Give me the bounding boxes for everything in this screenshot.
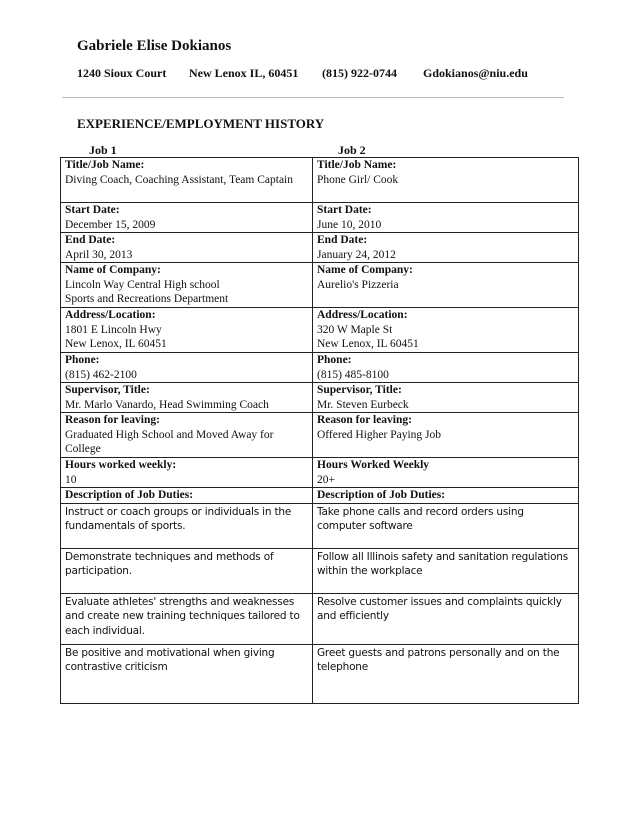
job-1-start: December 15, 2009 — [65, 218, 156, 231]
job-1-reason-cell — [61, 413, 313, 458]
job-1-supervisor-cell — [61, 383, 313, 413]
contact-city: New Lenox IL, 60451 — [189, 66, 299, 80]
job-1-supervisor: Mr. Marlo Vanardo, Head Swimming Coach — [65, 398, 269, 411]
job-2-duty-cell — [313, 548, 579, 593]
job-2-duty-cell — [313, 644, 579, 703]
job-1-duties-header — [61, 488, 313, 504]
table-row-title — [61, 158, 579, 203]
job-1-duty-cell — [61, 548, 313, 593]
table-row-duty — [61, 644, 579, 703]
table-row-company — [61, 263, 579, 308]
table-row-phone — [61, 353, 579, 383]
candidate-name: Gabriele Elise Dokianos — [77, 38, 232, 54]
job-1-end: April 30, 2013 — [65, 248, 133, 261]
job-2-duties-header — [313, 488, 579, 504]
job-2-company: Aurelio's Pizzeria — [317, 278, 399, 291]
job-2-title: Phone Girl/ Cook — [317, 173, 399, 186]
table-row-reason — [61, 413, 579, 458]
job-1-title: Diving Coach, Coaching Assistant, Team Captain — [65, 173, 293, 186]
job-1-duty: Demonstrate techniques and methods of participation. — [65, 550, 274, 577]
field-label: Description of Job Duties: — [317, 489, 446, 501]
job-1-title-cell — [61, 158, 313, 203]
job-2-reason: Offered Higher Paying Job — [317, 428, 442, 441]
field-label: Reason for leaving: — [317, 414, 412, 426]
job-2-heading: Job 2 — [338, 143, 366, 157]
job-2-end-cell — [313, 233, 579, 263]
job-1-hours: 10 — [65, 473, 77, 486]
field-label: Reason for leaving: — [65, 414, 160, 426]
field-label: Address/Location: — [65, 309, 156, 321]
job-2-end: January 24, 2012 — [317, 248, 396, 261]
job-2-company-cell — [313, 263, 579, 308]
job-1-duty: Be positive and motivational when giving contrastive criticism — [65, 646, 275, 673]
field-label: Phone: — [65, 354, 100, 366]
job-2-duty-cell — [313, 593, 579, 644]
job-2-duty: Resolve customer issues and complaints quickly and efficiently — [317, 595, 562, 622]
table-row-duty — [61, 548, 579, 593]
field-label: Start Date: — [317, 204, 372, 216]
job-1-duty-cell — [61, 503, 313, 548]
field-label: Supervisor, Title: — [65, 384, 150, 396]
job-1-heading: Job 1 — [89, 143, 117, 157]
contact-address: 1240 Sioux Court — [77, 66, 167, 80]
job-2-phone-cell — [313, 353, 579, 383]
field-label: End Date: — [317, 234, 368, 246]
job-1-duty-cell — [61, 593, 313, 644]
field-label: Phone: — [317, 354, 352, 366]
job-2-address-cell — [313, 308, 579, 353]
job-2-start: June 10, 2010 — [317, 218, 382, 231]
table-row-duty — [61, 593, 579, 644]
job-1-start-cell — [61, 203, 313, 233]
job-2-hours-cell — [313, 458, 579, 488]
table-row-supervisor — [61, 383, 579, 413]
field-label: Start Date: — [65, 204, 120, 216]
field-label: Address/Location: — [317, 309, 408, 321]
job-2-start-cell — [313, 203, 579, 233]
job-1-phone: (815) 462-2100 — [65, 368, 137, 381]
job-1-company-cell — [61, 263, 313, 308]
section-title: EXPERIENCE/EMPLOYMENT HISTORY — [77, 116, 325, 131]
job-2-hours: 20+ — [317, 473, 335, 486]
job-1-address-cell — [61, 308, 313, 353]
field-label: Supervisor, Title: — [317, 384, 402, 396]
job-2-reason-cell — [313, 413, 579, 458]
job-1-address: 1801 E Lincoln Hwy New Lenox, IL 60451 — [65, 323, 167, 350]
table-row-start — [61, 203, 579, 233]
employment-table — [60, 157, 579, 704]
header-divider — [62, 97, 564, 98]
job-1-company: Lincoln Way Central High school Sports and Recreations Department — [65, 278, 229, 305]
job-1-hours-cell — [61, 458, 313, 488]
field-label: Description of Job Duties: — [65, 489, 194, 501]
contact-phone: (815) 922-0744 — [322, 66, 397, 80]
job-1-end-cell — [61, 233, 313, 263]
field-label: Title/Job Name: — [65, 159, 145, 171]
job-2-title-cell — [313, 158, 579, 203]
job-1-duty: Instruct or coach groups or individuals in the fundamentals of sports. — [65, 505, 292, 532]
job-2-duty: Follow all Illinois safety and sanitation regulations within the workplace — [317, 550, 569, 577]
table-row-address — [61, 308, 579, 353]
field-label: Hours Worked Weekly — [317, 459, 430, 471]
job-2-supervisor-cell — [313, 383, 579, 413]
field-label: End Date: — [65, 234, 116, 246]
job-2-address: 320 W Maple St New Lenox, IL 60451 — [317, 323, 419, 350]
job-2-phone: (815) 485-8100 — [317, 368, 389, 381]
job-1-phone-cell — [61, 353, 313, 383]
job-1-duty: Evaluate athletes' strengths and weaknesses and create new training techniques tailored to each individual. — [65, 595, 300, 637]
table-row-duties-header — [61, 488, 579, 504]
field-label: Name of Company: — [65, 264, 161, 276]
contact-email: Gdokianos@niu.edu — [423, 66, 528, 80]
table-row-duty — [61, 503, 579, 548]
table-row-hours — [61, 458, 579, 488]
job-2-supervisor: Mr. Steven Eurbeck — [317, 398, 409, 411]
table-row-end — [61, 233, 579, 263]
job-1-reason: Graduated High School and Moved Away for College — [65, 428, 274, 455]
contact-line — [77, 66, 577, 82]
job-2-duty-cell — [313, 503, 579, 548]
job-2-duty: Greet guests and patrons personally and on the telephone — [317, 646, 560, 673]
field-label: Title/Job Name: — [317, 159, 397, 171]
job-2-duty: Take phone calls and record orders using computer software — [317, 505, 524, 532]
field-label: Name of Company: — [317, 264, 413, 276]
job-1-duty-cell — [61, 644, 313, 703]
field-label: Hours worked weekly: — [65, 459, 177, 471]
